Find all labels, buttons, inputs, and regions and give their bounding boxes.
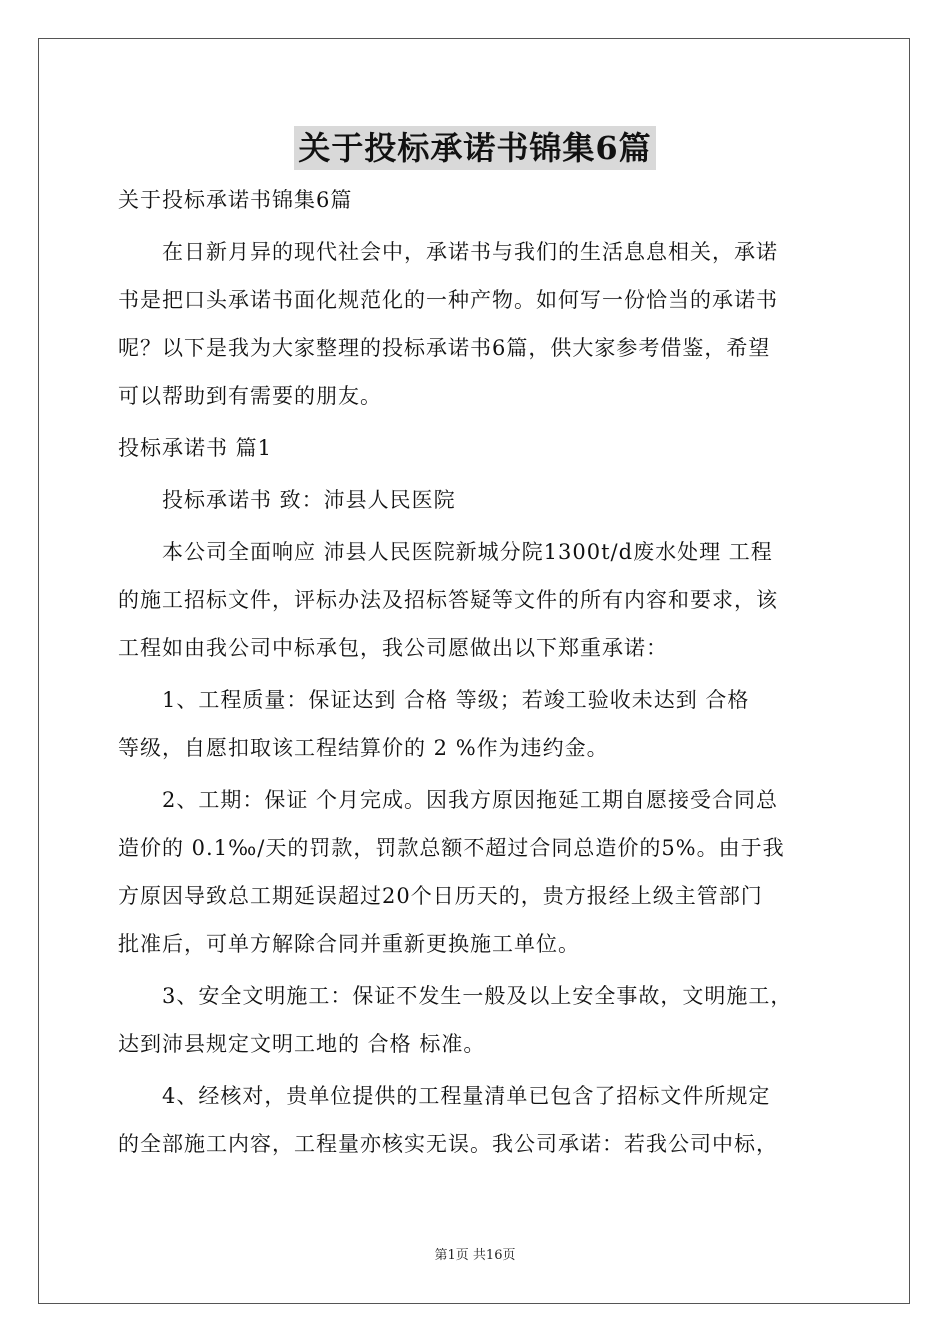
document-title: 关于投标承诺书锦集6篇 [294,126,655,170]
text-line: 的全部施工内容，工程量亦核实无误。我公司承诺：若我公司中标， [118,1132,778,1156]
text-line: 工程如由我公司中标承包，我公司愿做出以下郑重承诺： [118,636,668,660]
text-line: 的施工招标文件，评标办法及招标答疑等文件的所有内容和要求，该 [118,588,778,612]
text-line: 在日新月异的现代社会中，承诺书与我们的生活息息相关，承诺 [162,240,778,264]
text-line: 等级，自愿扣取该工程结算价的 2 %作为违约金。 [118,736,609,760]
text-line: 可以帮助到有需要的朋友。 [118,384,382,408]
text-line: 关于投标承诺书锦集6篇 [118,188,353,212]
title-container [0,126,950,170]
text-line: 3、安全文明施工：保证不发生一般及以上安全事故，文明施工， [162,984,793,1008]
text-line: 4、经核对，贵单位提供的工程量清单已包含了招标文件所规定 [162,1084,771,1108]
text-line: 本公司全面响应 沛县人民医院新城分院1300t/d废水处理 工程 [162,540,773,564]
text-line: 投标承诺书 篇1 [118,436,273,460]
text-line: 2、工期：保证 个月完成。因我方原因拖延工期自愿接受合同总 [162,788,779,812]
text-line: 造价的 0.1‰/天的罚款，罚款总额不超过合同总造价的5%。由于我 [118,836,785,860]
document-body [118,176,834,1168]
text-line: 书是把口头承诺书面化规范化的一种产物。如何写一份恰当的承诺书 [118,288,778,312]
page-footer: 第1页 共16页 [434,1248,516,1263]
text-line: 呢？以下是我为大家整理的投标承诺书6篇，供大家参考借鉴，希望 [118,336,771,360]
text-line: 投标承诺书 致：沛县人民医院 [162,488,456,512]
text-line: 1、工程质量：保证达到 合格 等级；若竣工验收未达到 合格 [162,688,750,712]
text-line: 达到沛县规定文明工地的 合格 标准。 [118,1032,486,1056]
text-line: 方原因导致总工期延误超过20个日历天的，贵方报经上级主管部门 [118,884,763,908]
text-line: 批准后，可单方解除合同并重新更换施工单位。 [118,932,580,956]
